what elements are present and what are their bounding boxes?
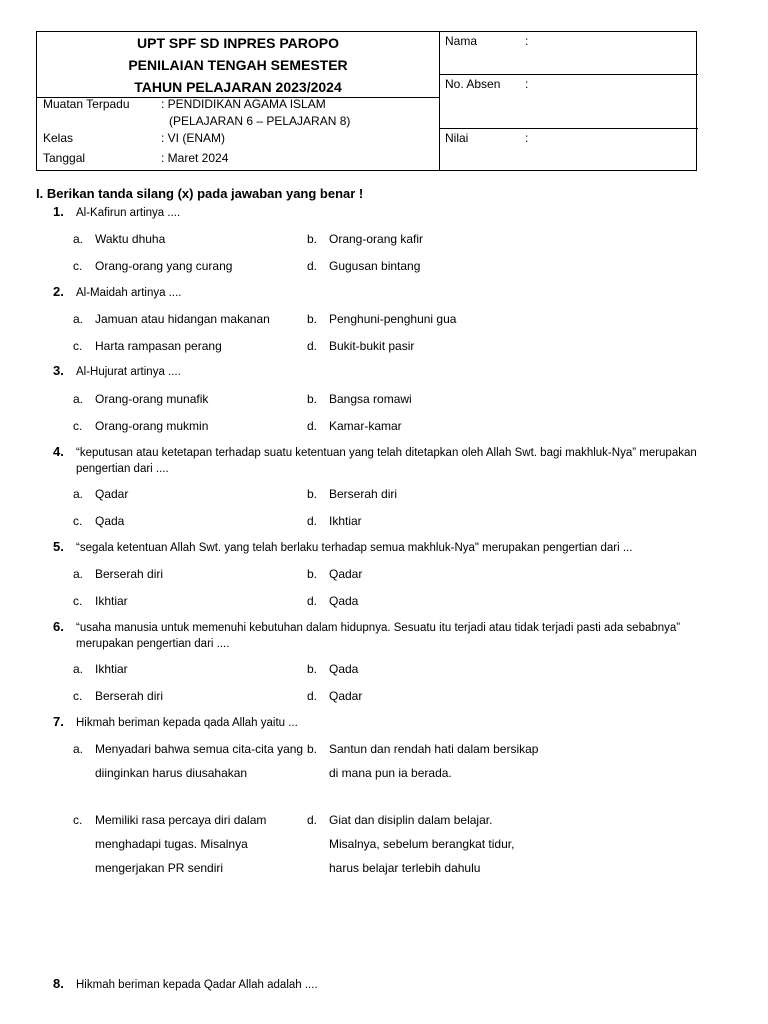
question-text: Hikmah beriman kepada Qadar Allah adalah .... [76,979,318,991]
option-letter: c. [73,813,83,827]
school-name: UPT SPF SD INPRES PAROPO [137,35,339,51]
name-field [445,33,529,50]
class-value: : VI (ENAM) [161,131,226,145]
option-letter: b. [307,232,318,246]
option-letter: c. [73,689,83,703]
option-letter: c. [73,259,83,273]
question-number: 4. [53,444,64,459]
option-text: Waktu dhuha [95,232,166,246]
absen-field [445,76,529,93]
option-text: Giat dan disiplin dalam belajar. Misalnya, sebelum berangkat tidur, harus belajar terlebih dahulu [329,813,515,875]
question-text: “segala ketentuan Allah Swt. yang telah berlaku terhadap semua makhluk-Nya" merupakan pengertian dari ... [76,542,633,554]
score-colon: : [525,131,529,145]
option-letter: b. [307,567,318,581]
option-text: Orang-orang kafir [329,232,424,246]
question-number: 6. [53,619,64,634]
option-text: Memiliki rasa percaya diri dalam menghadapi tugas. Misalnya mengerjakan PR sendiri [95,813,267,875]
absen-colon: : [525,77,529,91]
question-text: “usaha manusia untuk memenuhi kebutuhan dalam hidupnya. Sesuatu itu terjadi atau tidak terjadi pasti ada sebabnya” merupakan pengertian dari .... [76,622,681,650]
option-text: Bukit-bukit pasir [329,339,415,353]
option-text: Qada [329,594,359,608]
option-text: Berserah diri [95,689,164,703]
question-number: 8. [53,976,64,991]
option-text: Berserah diri [329,487,398,501]
option-letter: b. [307,662,318,676]
question-number: 5. [53,539,64,554]
option-letter: a. [73,312,84,326]
question-number: 2. [53,284,64,299]
option-letter: d. [307,813,318,827]
option-letter: c. [73,514,83,528]
option-letter: d. [307,259,318,273]
academic-year: TAHUN PELAJARAN 2023/2024 [134,79,342,95]
question-text: Al-Hujurat artinya .... [76,366,181,378]
option-letter: c. [73,594,83,608]
name-colon: : [525,34,529,48]
option-text: Gugusan bintang [329,259,421,273]
option-text: Ikhtiar [329,514,362,528]
question-text: Al-Kafirun artinya .... [76,207,181,219]
subject-value-2: (PELAJARAN 6 – PELAJARAN 8) [169,114,351,128]
question-number: 3. [53,363,64,378]
option-text: Jamuan atau hidangan makanan [95,312,270,326]
header-divider-right-1 [439,74,698,75]
option-letter: c. [73,339,83,353]
option-text: Orang-orang munafik [95,392,209,406]
option-letter: a. [73,392,84,406]
option-letter: d. [307,594,318,608]
question-number: 7. [53,714,64,729]
option-letter: b. [307,312,318,326]
option-letter: a. [73,742,84,756]
option-text: Qada [329,662,359,676]
subject-value: : PENDIDIKAN AGAMA ISLAM [161,97,326,111]
question-text: Al-Maidah artinya .... [76,287,182,299]
option-letter: a. [73,232,84,246]
option-letter: d. [307,419,318,433]
option-letter: b. [307,392,318,406]
option-letter: c. [73,419,83,433]
subject-label: Muatan Terpadu [43,97,130,111]
option-letter: a. [73,487,84,501]
section-heading: I. Berikan tanda silang (x) pada jawaban yang benar ! [36,186,364,201]
option-text: Menyadari bahwa semua cita-cita yang diinginkan harus diusahakan [95,742,304,780]
name-label: Nama [445,34,478,48]
question-number: 1. [53,204,64,219]
date-value: : Maret 2024 [161,151,229,165]
option-text: Ikhtiar [95,662,128,676]
question-text: “keputusan atau ketetapan terhadap suatu ketentuan yang telah ditetapkan oleh Allah Swt. bagi makhluk-Nya” merupakan pengertian dari .... [76,447,697,475]
score-field [445,130,529,147]
option-text: Penghuni-penghuni gua [329,312,457,326]
header-divider-right-2 [439,128,698,129]
exam-header-box [36,31,697,171]
option-text: Bangsa romawi [329,392,412,406]
option-text: Harta rampasan perang [95,339,222,353]
date-label: Tanggal [43,151,86,165]
option-letter: d. [307,689,318,703]
option-text: Qadar [329,567,363,581]
option-letter: a. [73,662,84,676]
class-label: Kelas [43,131,74,145]
exam-title: PENILAIAN TENGAH SEMESTER [128,57,348,73]
option-text: Qadar [95,487,129,501]
option-letter: b. [307,742,318,756]
option-letter: d. [307,339,318,353]
score-label: Nilai [445,131,469,145]
option-letter: d. [307,514,318,528]
header-divider-vertical [439,32,440,170]
option-text: Orang-orang mukmin [95,419,209,433]
option-letter: a. [73,567,84,581]
option-text: Orang-orang yang curang [95,259,233,273]
option-text: Santun dan rendah hati dalam bersikap di mana pun ia berada. [329,742,539,780]
question-text: Hikmah beriman kepada qada Allah yaitu ... [76,717,298,729]
option-text: Kamar-kamar [329,419,402,433]
option-text: Berserah diri [95,567,164,581]
absen-label: No. Absen [445,77,501,91]
option-letter: b. [307,487,318,501]
option-text: Ikhtiar [95,594,128,608]
option-text: Qada [95,514,125,528]
option-text: Qadar [329,689,363,703]
